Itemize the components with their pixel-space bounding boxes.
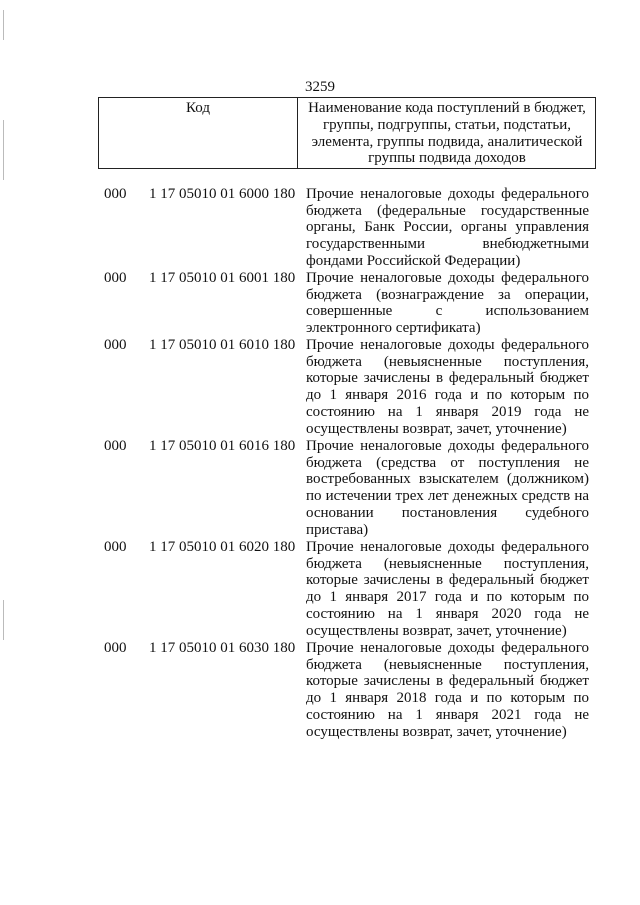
revenue-code: 1 17 05010 01 6030 180 [149, 640, 296, 656]
revenue-description: Прочие неналоговые доходы федерального бюджета (невыясненные поступления, которые зачислены в федеральный бюджет до 1 января 2016 года и по которым по состоянию на 1 января 2019 года не осуществлены возврат, зачет, уточнение) [306, 337, 589, 437]
revenue-code: 1 17 05010 01 6001 180 [149, 270, 296, 286]
revenue-description: Прочие неналоговые доходы федерального бюджета (федеральные государственные органы, Банк России, органы управления государственными внебюджетными фондами Российской Федерации) [306, 186, 589, 269]
admin-code: 000 [104, 337, 127, 353]
scan-margin-mark [3, 120, 4, 180]
admin-code: 000 [104, 539, 127, 555]
admin-code: 000 [104, 270, 127, 286]
revenue-code: 1 17 05010 01 6010 180 [149, 337, 296, 353]
code-column-header: Код [186, 100, 210, 116]
revenue-code: 1 17 05010 01 6016 180 [149, 438, 296, 454]
revenue-description: Прочие неналоговые доходы федерального бюджета (средства от поступления не востребованных взыскателем (должником) по истечении трех лет денежных средств на основании постановления судебного пристава) [306, 438, 589, 538]
admin-code: 000 [104, 438, 127, 454]
admin-code: 000 [104, 640, 127, 656]
revenue-code: 1 17 05010 01 6020 180 [149, 539, 296, 555]
scan-margin-mark [3, 10, 4, 40]
revenue-description: Прочие неналоговые доходы федерального бюджета (невыясненные поступления, которые зачислены в федеральный бюджет до 1 января 2018 года и по которым по состоянию на 1 января 2021 года не осуществлены возврат, зачет, уточнение) [306, 640, 589, 740]
column-divider [297, 98, 298, 168]
revenue-description: Прочие неналоговые доходы федерального бюджета (вознаграждение за операции, совершенные с использованием электронного сертификата) [306, 270, 589, 337]
page-number: 3259 [305, 79, 335, 95]
scan-margin-mark [3, 600, 4, 640]
name-column-header: Наименование кода поступлений в бюджет, группы, подгруппы, статьи, подстатьи, элемента, группы подвида, аналитической группы подвида доходов [308, 100, 586, 167]
revenue-code: 1 17 05010 01 6000 180 [149, 186, 296, 202]
admin-code: 000 [104, 186, 127, 202]
table-header [98, 97, 596, 169]
revenue-description: Прочие неналоговые доходы федерального бюджета (невыясненные поступления, которые зачислены в федеральный бюджет до 1 января 2017 года и по которым по состоянию на 1 января 2020 года не осуществлены возврат, зачет, уточнение) [306, 539, 589, 639]
